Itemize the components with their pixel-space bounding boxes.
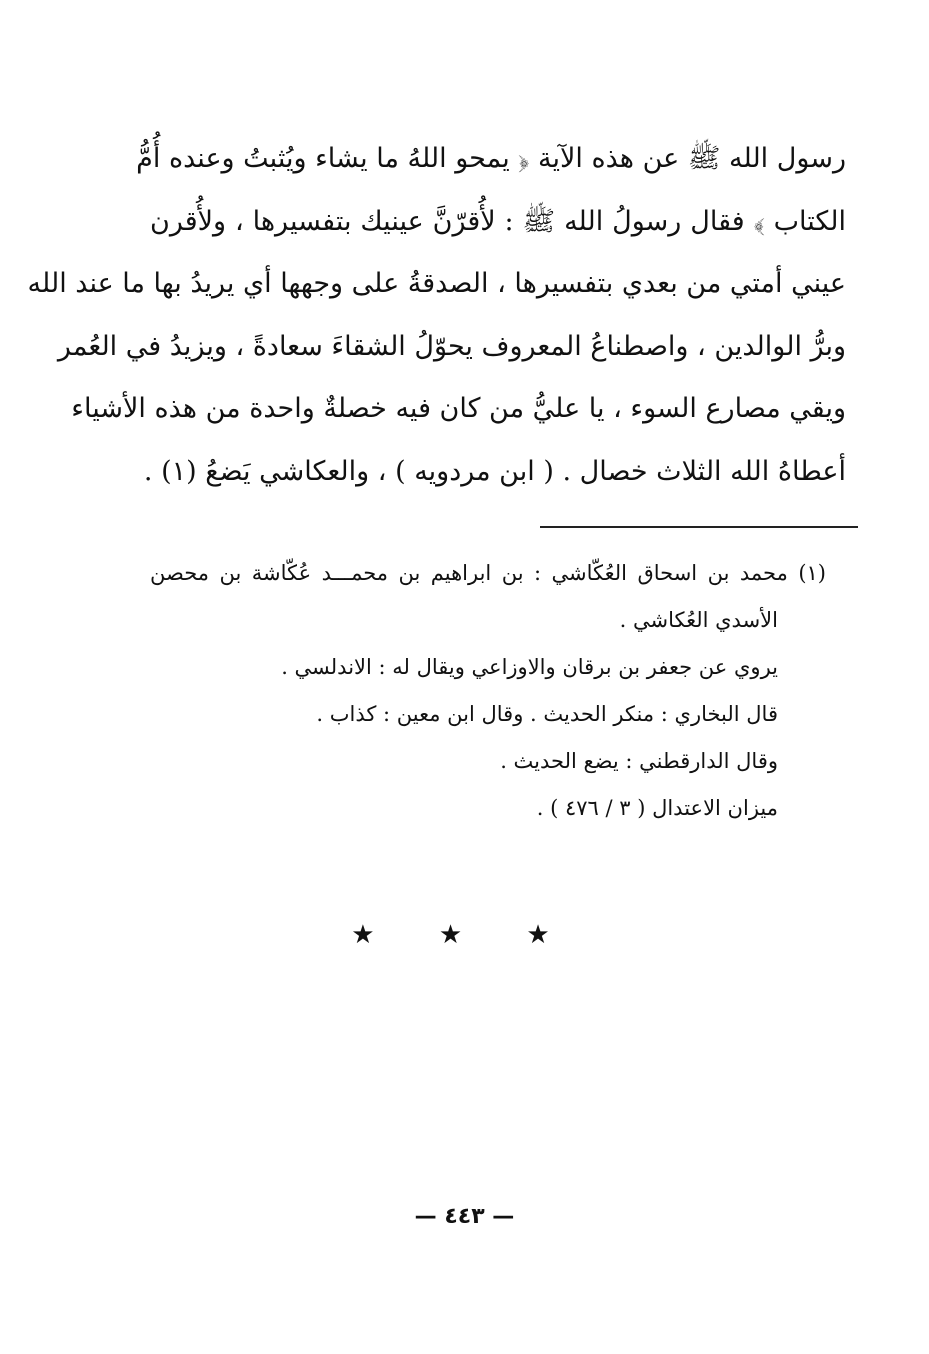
footnote-line-4: قال البخاري : منكر الحديث . وقال ابن معين : كذاب . xyxy=(316,702,778,726)
text-line-2: الكتاب ﴾ فقال رسولُ الله ﷺ : لأُقرّنَّ عينيك بتفسيرها ، ولأُقرن xyxy=(150,205,846,237)
text-line-3: عيني أمتي من بعدي بتفسيرها ، الصدقةُ على وجهها أي يريدُ بها ما عند الله xyxy=(27,268,846,299)
footnote-line-5: وقال الدارقطني : يضع الحديث . xyxy=(500,749,778,773)
text-line-4: وبرُّ الوالدين ، واصطناعُ المعروف يحوّلُ الشقاءَ سعادةً ، ويزيدُ في العُمر xyxy=(57,330,846,362)
section-separator-stars: ★ ★ ★ xyxy=(351,920,578,950)
footnote-line-2: الأسدي العُكاشي . xyxy=(619,608,778,632)
main-text xyxy=(27,128,846,503)
page-number: — ٤٤٣ — xyxy=(414,1204,515,1229)
footnote-line-6: ميزان الاعتدال ( ٣ / ٤٧٦ ) . xyxy=(536,796,778,820)
text-line-5: ويقي مصارع السوء ، يا عليُّ من كان فيه خصلةٌ واحدة من هذه الأشياء xyxy=(71,393,846,424)
footnote-divider xyxy=(540,526,858,528)
footnote-line-3: يروي عن جعفر بن برقان والاوزاعي ويقال له : الاندلسي . xyxy=(281,655,778,679)
text-line-6: أعطاهُ الله الثلاث خصال . ( ابن مردويه ) ، والعكاشي يَضعُ (١) . xyxy=(143,455,846,487)
text-line-1: رسول الله ﷺ عن هذه الآية ﴿ يمحو اللهُ ما يشاء ويُثبتُ وعنده أُمُّ xyxy=(136,143,846,174)
footnote-line-1: (١) محمد بن اسحاق العُكّاشي : بن ابراهيم بن محمـــد عُكّاشة بن محصن xyxy=(150,561,826,585)
footnotes xyxy=(150,550,826,832)
